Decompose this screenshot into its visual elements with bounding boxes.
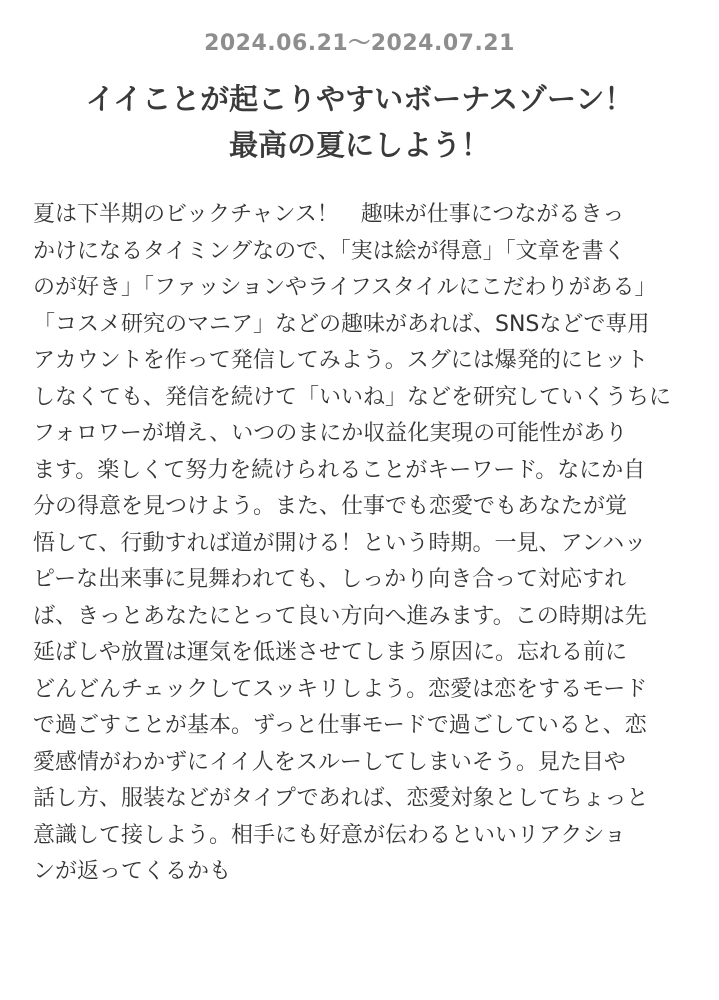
body-line: ピーな出来事に見舞われても、しっかり向き合って対応すれ bbox=[33, 567, 627, 592]
body-line: 「コスメ研究のマニア」などの趣味があれば、SNSなどで専用 bbox=[33, 311, 650, 337]
headline-line-1: イイことが起こりやすいボーナスゾーン！ bbox=[85, 82, 634, 116]
date-range: 2024.06.21〜2024.07.21 bbox=[204, 31, 515, 56]
body-line: のが好き」「ファッションやライフスタイルにこだわりがある」 bbox=[33, 275, 657, 300]
body-line: ンが返ってくるかも bbox=[33, 859, 232, 884]
body-line: 愛感情がわかずにイイ人をスルーしてしまいそう。見た目や bbox=[33, 749, 626, 775]
body-line: 分の得意を見つけよう。また、仕事でも恋愛でもあなたが覚 bbox=[33, 494, 628, 519]
body-line: アカウントを作って発信してみよう。スグには爆発的にヒット bbox=[33, 348, 649, 373]
body-line: どんどんチェックしてスッキリしよう。恋愛は恋をするモード bbox=[33, 676, 648, 702]
body-line: 悟して、行動すれば道が開ける！という時期。一見、アンハッ bbox=[33, 530, 647, 556]
body-line: しなくても、発信を続けて「いいね」などを研究していくうちに bbox=[33, 384, 672, 410]
body-line: かけになるタイミングなので、「実は絵が得意」「文章を書く bbox=[33, 238, 626, 264]
headline bbox=[0, 76, 719, 168]
body-line: 夏は下半期のビックチャンス！ 趣味が仕事につながるきっ bbox=[33, 202, 625, 227]
body-line: 話し方、服装などがタイプであれば、恋愛対象としてちょっと bbox=[33, 786, 649, 811]
body-line: フォロワーが増え、いつのまにか収益化実現の可能性があり bbox=[33, 421, 628, 446]
body-line: 意識して接しよう。相手にも好意が伝わるといいリアクショ bbox=[33, 822, 626, 848]
body-line: で過ごすことが基本。ずっと仕事モードで過ごしていると、恋 bbox=[33, 713, 647, 738]
headline-line-2: 最高の夏にしよう！ bbox=[228, 128, 490, 162]
body-line: 延ばしや放置は運気を低迷させてしまう原因に。忘れる前に bbox=[33, 640, 628, 665]
body-line: ば、きっとあなたにとって良い方向へ進みます。この時期は先 bbox=[33, 603, 647, 629]
fortune-body-text bbox=[33, 197, 693, 891]
body-line: ます。楽しくて努力を続けられることがキーワード。なにか自 bbox=[33, 457, 646, 483]
